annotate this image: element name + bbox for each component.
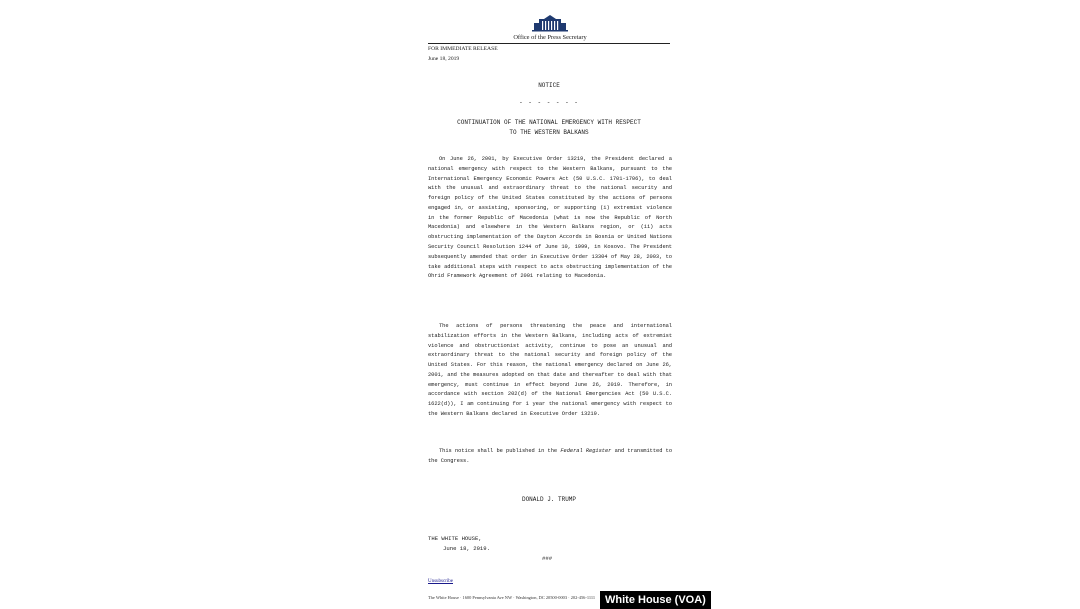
signer-name: DONALD J. TRUMP (521, 496, 576, 503)
notice-title-line2: TO THE WESTERN BALKANS (509, 129, 589, 136)
white-house-seal-icon (530, 14, 570, 32)
header-divider (428, 43, 670, 44)
office-label: Office of the Press Secretary (513, 34, 587, 41)
signature-date: June 18, 2019. (443, 545, 490, 552)
end-mark: ### (542, 555, 553, 562)
notice-heading: NOTICE (538, 82, 560, 89)
body-paragraph-3 (428, 447, 672, 467)
body-paragraph-1: On June 26, 2001, by Executive Order 13219, the President declared a national emergency with respect to the Western Balkans, pursuant to the International Emergency Economic Powers Act (50 U.S.C. 1701-1706), to deal with the unusual and extraordinary threat to the national security and foreign policy of the United States constituted by the actions of persons engaged in, or assisting, sponsoring, or supporting (i) extremist violence in the former Republic of Macedonia (what is now the Republic of North Macedonia) and elsewhere in the Western Balkans region, or (ii) acts obstructing implementation of the Dayton Accords in Bosnia or United Nations Security Council Resolution 1244 of June 10, 1999, in Kosovo. The President subsequently amended that order in Executive Order 13304 of May 28, 2003, to take additional steps with respect to acts obstructing implementation of the Ohrid Framework Agreement of 2001 relating to Macedonia. (428, 156, 672, 280)
signature-place: THE WHITE HOUSE, (428, 535, 482, 542)
release-date: June 18, 2019 (428, 56, 460, 62)
notice-title-line1: CONTINUATION OF THE NATIONAL EMERGENCY WITH RESPECT (457, 119, 641, 126)
body-paragraph-2: The actions of persons threatening the peace and international stabilization efforts in the Western Balkans, including acts of extremist violence and obstructionist activity, continue to pose an unusual and extraordinary threat to the national security and foreign policy of the United States. For this reason, the national emergency declared on June 26, 2001, and the measures adopted on that date and thereafter to deal with that emergency, must continue in effect beyond June 26, 2019. Therefore, in accordance with section 202(d) of the National Emergencies Act (50 U.S.C. 1622(d)), I am continuing for 1 year the national emergency with respect to the Western Balkans declared in Executive Order 13219. (428, 323, 672, 418)
release-label: FOR IMMEDIATE RELEASE (428, 46, 498, 52)
paragraph3-pre: This notice shall be published in the (439, 448, 561, 454)
federal-register-text: Federal Register (560, 448, 612, 454)
footer-address: The White House · 1600 Pennsylvania Ave NW · Washington, DC 20500-0003 · 202-456-1111 (428, 595, 596, 600)
unsubscribe-link[interactable]: Unsubscribe (428, 579, 453, 584)
photo-credit: White House (VOA) (600, 591, 711, 609)
notice-title (428, 118, 670, 138)
paragraph3-post: and transmitted to the Congress. (428, 448, 673, 464)
notice-dashes: - - - - - - - (519, 99, 579, 106)
press-release-document (420, 0, 696, 608)
